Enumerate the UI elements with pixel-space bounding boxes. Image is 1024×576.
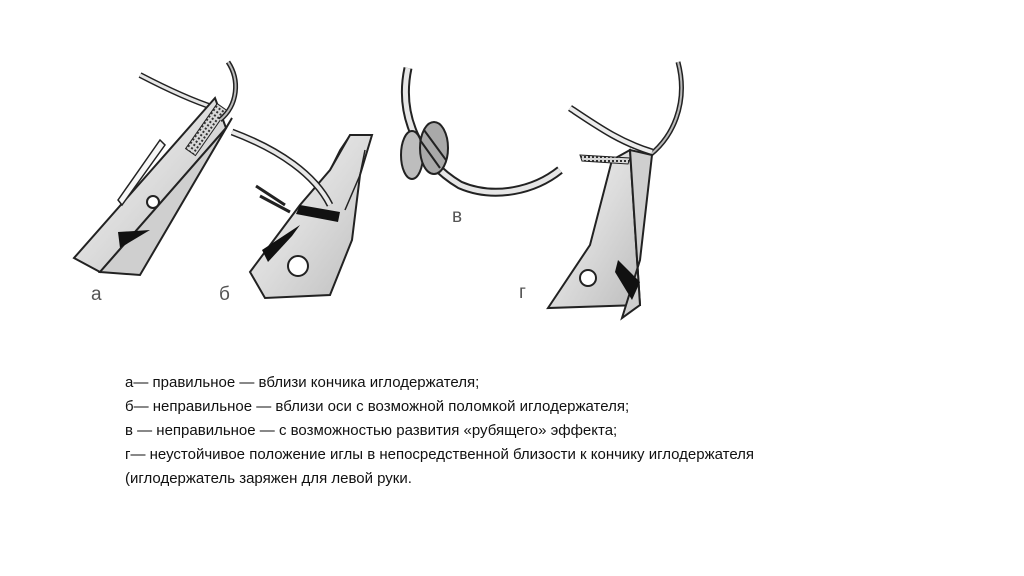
label-b: б [219,284,230,305]
jaw-tip-front [420,122,448,174]
illustration-b [219,132,372,305]
label-v: в [452,206,463,227]
label-g: г [519,282,526,303]
caption-line-g: г— неустойчивое положение иглы в непосредственной близости к кончику иглодержателя [125,446,755,463]
caption-line-b: б— неправильное — вблизи оси с возможной поломкой иглодержателя; [125,398,630,415]
illustration-g [519,62,681,318]
label-a: а [91,284,102,305]
illustration-a [74,62,236,305]
joint-screw [288,256,308,276]
caption-line-g-note: (иглодержатель заряжен для левой руки. [125,470,412,487]
joint-screw [580,270,596,286]
joint-screw [147,196,159,208]
illustration-v [401,68,560,227]
caption-line-a: а— правильное — вблизи кончика иглодержателя; [125,374,480,391]
suture-thread [256,186,290,212]
figure-caption [125,371,985,491]
caption-line-v: в — неправильное — с возможностью развития «рубящего» эффекта; [125,422,618,439]
